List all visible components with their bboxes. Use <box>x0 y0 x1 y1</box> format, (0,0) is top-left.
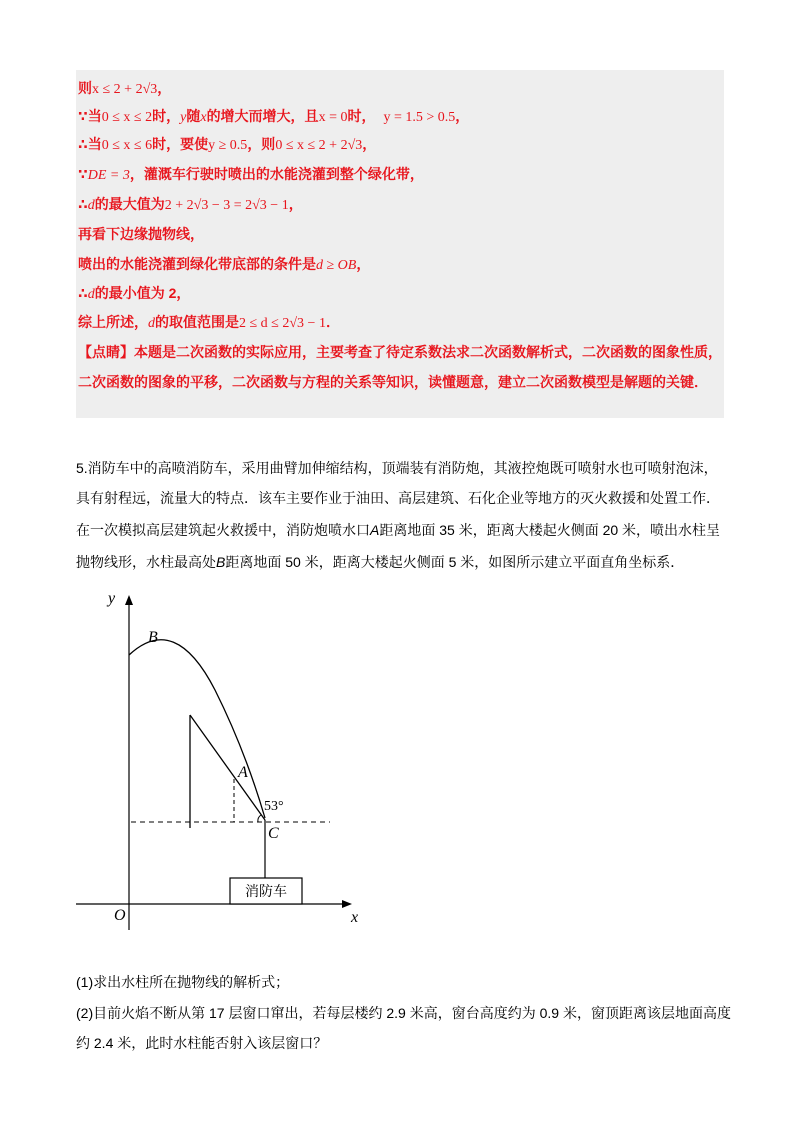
question-1: (1)求出水柱所在抛物线的解析式； <box>76 974 290 990</box>
solution-line-8: ∴d的最小值为 2， <box>78 285 191 302</box>
solution-comment-line-1: 【点睛】本题是二次函数的实际应用，主要考查了待定系数法求二次函数解析式，二次函数的图象性质， <box>78 344 722 360</box>
x-axis-label: x <box>351 909 359 926</box>
question-2-line-2: 约 2.4 米，此时水柱能否射入该层窗口？ <box>76 1035 328 1051</box>
problem-line-2: 具有射程远，流量大的特点．该车主要作业于油田、高层建筑、石化企业等地方的灭火救援和处置工作． <box>76 490 720 506</box>
angle-arc <box>258 815 261 822</box>
solution-comment-line-2: 二次函数的图象的平移，二次函数与方程的关系等知识，读懂题意，建立二次函数模型是解题的关键． <box>78 374 708 390</box>
point-b-label: B <box>148 629 158 646</box>
question-2-line-1: (2)目前火焰不断从第 17 层窗口窜出，若每层楼约 2.9 米高，窗台高度约为 0.9 米，窗顶距离该层地面高度 <box>76 1005 731 1021</box>
solution-line-7: 喷出的水能浇灌到绿化带底部的条件是d ≥ OB， <box>78 256 371 273</box>
problem-line-1: 5.消防车中的高喷消防车，采用曲臂加伸缩结构，顶端装有消防炮，其液控炮既可喷射水也可喷射泡沫， <box>76 460 718 476</box>
problem-line-4: 抛物线形，水柱最高处B距离地面 50 米，距离大楼起火侧面 5 米，如图所示建立平面直角坐标系． <box>76 554 685 570</box>
solution-line-4: ∵DE = 3，灌溉车行驶时喷出的水能浇灌到整个绿化带， <box>78 166 424 183</box>
y-axis-arrow <box>125 595 133 605</box>
point-a-label: A <box>238 764 248 781</box>
solution-line-1: 则x ≤ 2 + 2√3， <box>78 80 172 97</box>
x-axis-arrow <box>342 900 352 908</box>
fire-truck-label: 消防车 <box>245 883 287 899</box>
problem-line-3: 在一次模拟高层建筑起火救援中，消防炮喷水口A距离地面 35 米，距离大楼起火侧面 20 米，喷出水柱呈 <box>76 522 721 538</box>
coordinate-figure <box>60 580 380 940</box>
solution-line-5: ∴d的最大值为2 + 2√3 − 3 = 2√3 − 1， <box>78 196 303 213</box>
solution-line-3: ∴当0 ≤ x ≤ 6时，要使y ≥ 0.5，则0 ≤ x ≤ 2 + 2√3， <box>78 136 377 153</box>
angle-label: 53° <box>264 799 284 814</box>
origin-label: O <box>114 907 126 924</box>
point-c-label: C <box>268 825 279 842</box>
y-axis-label: y <box>108 590 116 607</box>
solution-line-9: 综上所述，d的取值范围是2 ≤ d ≤ 2√3 − 1． <box>78 314 340 331</box>
solution-line-2: ∵当0 ≤ x ≤ 2时，y随x的增大而增大，且x = 0时， y = 1.5 > 0.5， <box>78 108 470 125</box>
solution-line-6: 再看下边缘抛物线， <box>78 226 204 242</box>
ladder-arm <box>190 715 265 820</box>
